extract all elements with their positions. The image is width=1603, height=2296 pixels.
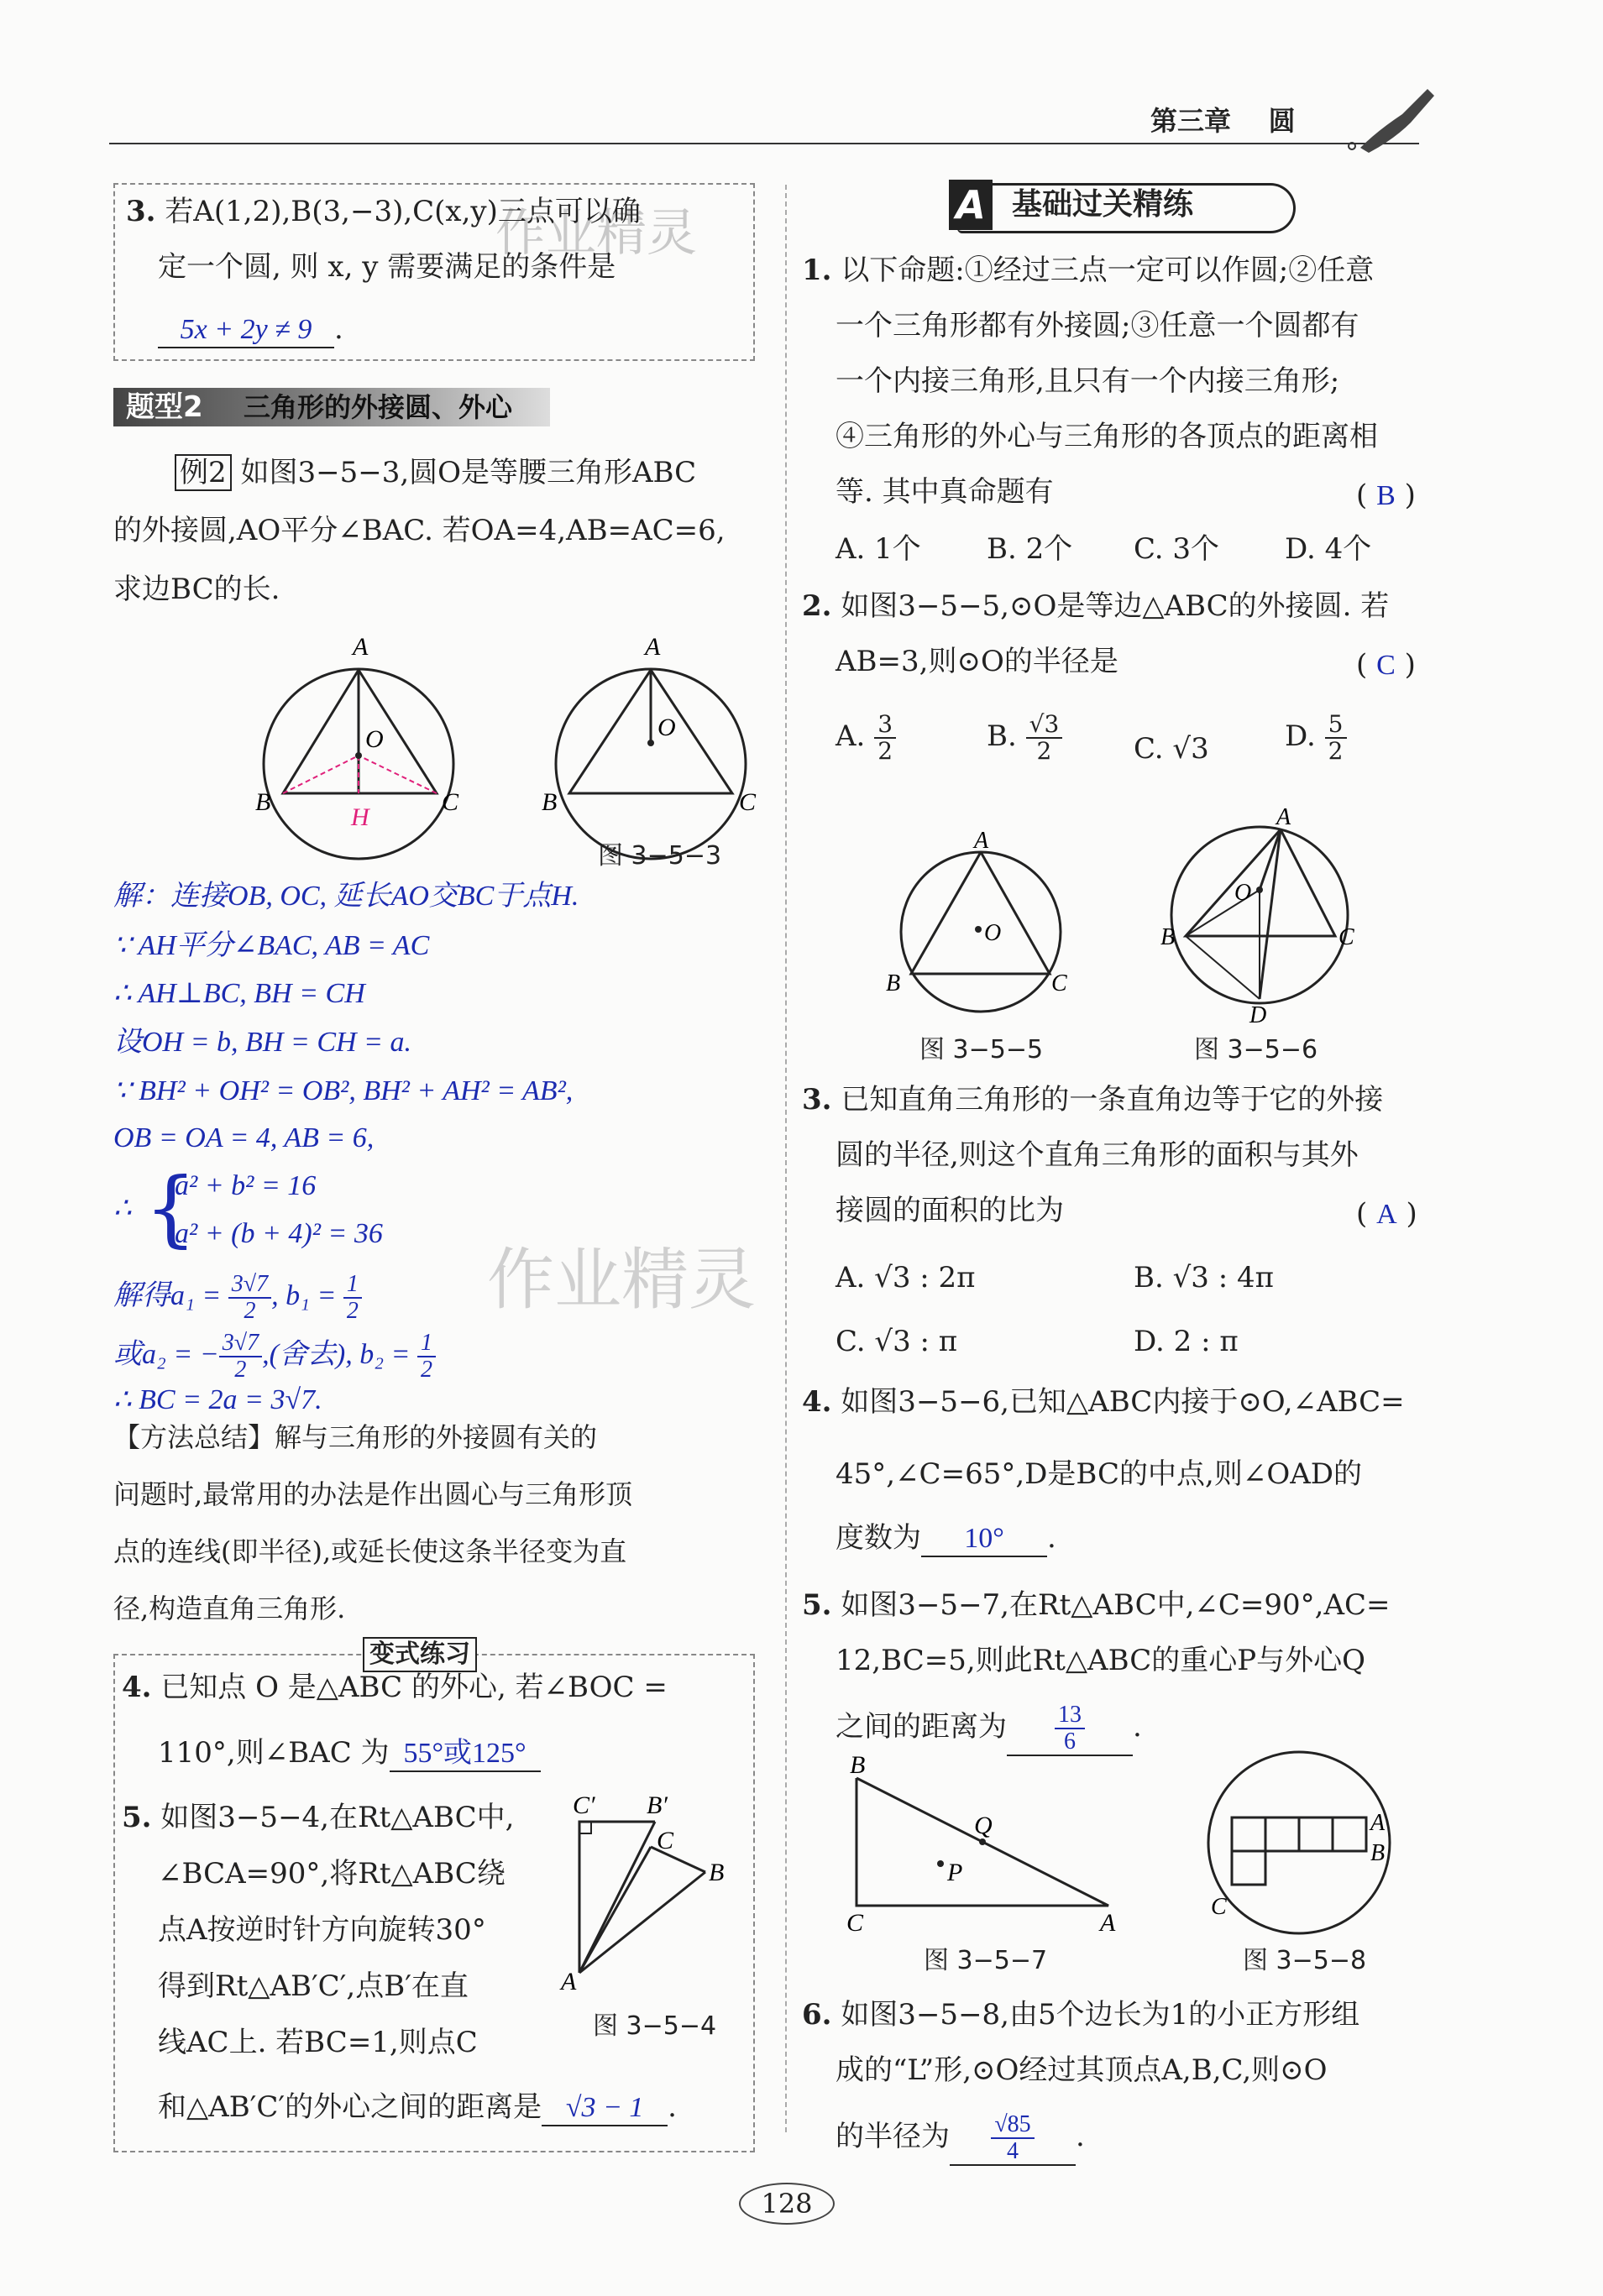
svg-text:C: C: [442, 788, 459, 816]
fig-3-5-5-caption: 图 3−5−5: [919, 1035, 1044, 1064]
example-line2: 的外接圆,AO平分∠BAC. 若OA=4,AB=AC=6,: [113, 514, 726, 547]
solution-line-1: 解：连接OB, OC, 延长AO交BC于点H.: [113, 881, 579, 912]
svg-text:B: B: [255, 788, 271, 816]
solution-line-4: 设OH = b, BH = CH = a.: [113, 1027, 411, 1058]
svg-text:C: C: [1211, 1894, 1227, 1920]
svg-text:D: D: [1249, 1002, 1267, 1024]
figure-3-5-3-solution: [227, 630, 479, 865]
example-line3: 求边BC的长.: [113, 573, 280, 606]
fig-3-5-4-caption: 图 3−5−4: [593, 2011, 717, 2041]
method-line-4: 径,构造直角三角形.: [113, 1593, 346, 1624]
fig-3-5-6-caption: 图 3−5−6: [1194, 1035, 1318, 1064]
right-q6-line1: 6. 如图3−5−8,由5个边长为1的小正方形组: [802, 1998, 1360, 2032]
left-q5-line6: 和△AB′C′的外心之间的距离是 √3 − 1 .: [158, 2090, 677, 2126]
right-section-letter: A: [949, 180, 993, 230]
figure-3-5-3: [529, 630, 781, 865]
svg-text:A: A: [1370, 1810, 1386, 1836]
right-q2-opt-c: C. √3: [1134, 732, 1209, 766]
header-rule: [109, 143, 1419, 144]
fig-3-5-7-caption: 图 3−5−7: [924, 1946, 1048, 1975]
method-line-1: 【方法总结】解与三角形的外接圆有关的: [113, 1421, 598, 1453]
solution-a2: 或a₂ = − $\frac{3√7}{2}$ ,(舍去), b₂ = $\frac{1}{2}$: [113, 1331, 436, 1383]
figure-3-5-5: [873, 827, 1092, 1028]
example-line1: 例2 如图3−5−3,圆O是等腰三角形ABC: [175, 456, 696, 489]
svg-text:A: A: [1100, 1909, 1116, 1937]
right-q4-line2: 45°,∠C=65°,D是BC的中点,则∠OAD的: [836, 1457, 1363, 1491]
right-q3-answer: ( A ): [1356, 1197, 1417, 1231]
svg-text:H: H: [351, 803, 369, 831]
svg-text:A: A: [353, 633, 369, 661]
figure-3-5-7: [840, 1755, 1142, 1939]
solution-line-6: OB = OA = 4, AB = 6,: [113, 1122, 375, 1153]
svg-text:B: B: [1370, 1840, 1386, 1866]
svg-text:C: C: [1051, 970, 1067, 996]
right-q5-line3: 之间的距离为 $\frac{13}{6}$ .: [836, 1702, 1142, 1755]
svg-text:B: B: [1160, 924, 1176, 950]
right-q6-line3: 的半径为 $\frac{√85}{4}$ .: [836, 2111, 1085, 2164]
right-q4-answer: 10°: [921, 1522, 1047, 1557]
left-q3-answer: 5x + 2y ≠ 9: [158, 313, 334, 348]
svg-text:B: B: [542, 788, 558, 816]
left-q5-line1: 5. 如图3−5−4,在Rt△ABC中,: [122, 1801, 515, 1834]
svg-text:C: C: [739, 788, 757, 816]
figure-3-5-4: [554, 1788, 756, 2006]
watermark-top: 作业精灵: [495, 204, 697, 263]
left-q5-answer: √3 − 1: [542, 2091, 668, 2126]
right-q2-line1: 2. 如图3−5−5,⊙O是等边△ABC的外接圆. 若: [802, 589, 1390, 623]
system-prefix: ∴: [113, 1193, 132, 1224]
fig-3-5-8-caption: 图 3−5−8: [1243, 1946, 1367, 1975]
system-eq1: a² + b² = 16: [175, 1170, 317, 1201]
left-q5-line3: 点A按逆时针方向旋转30°: [158, 1913, 486, 1947]
right-q3-opt-c: C. √3 : π: [836, 1325, 958, 1358]
right-q3-line3: 接圆的面积的比为: [836, 1194, 1064, 1227]
right-q4-line3: 度数为 10° .: [836, 1521, 1056, 1557]
variant-label: 变式练习: [363, 1637, 477, 1672]
right-q5-line1: 5. 如图3−5−7,在Rt△ABC中,∠C=90°,AC=: [802, 1588, 1391, 1622]
system-eq2: a² + (b + 4)² = 36: [175, 1218, 383, 1249]
right-q2-line2: AB=3,则⊙O的半径是: [836, 645, 1118, 678]
right-q1-line2: 一个三角形都有外接圆;③任意一个圆都有: [836, 309, 1359, 343]
left-q3-line1: 3. 若A(1,2),B(3,−3),C(x,y)三点可以确: [126, 195, 641, 228]
right-q1-line4: ④三角形的外心与三角形的各顶点的距离相: [836, 420, 1378, 453]
solution-final: ∴ BC = 2a = 3√7.: [113, 1384, 322, 1415]
right-q5-line2: 12,BC=5,则此Rt△ABC的重心P与外心Q: [836, 1644, 1365, 1677]
svg-text:B: B: [886, 970, 901, 996]
right-q3-line2: 圆的半径,则这个直角三角形的面积与其外: [836, 1138, 1359, 1172]
right-q1-opt-a: A. 1个: [836, 532, 921, 566]
right-q3-line1: 3. 已知直角三角形的一条直角边等于它的外接: [802, 1083, 1384, 1117]
system-brace: {: [144, 1161, 197, 1257]
left-q4-line2: 110°,则∠BAC 为 55°或125°: [158, 1736, 541, 1772]
svg-text:Q: Q: [974, 1812, 993, 1839]
chapter-title: 第三章 圆: [1150, 105, 1296, 137]
right-q6-line2: 成的“L”形,⊙O经过其顶点A,B,C,则⊙O: [836, 2053, 1328, 2087]
svg-text:O: O: [657, 714, 676, 741]
right-q1-opt-c: C. 3个: [1134, 532, 1220, 566]
figure-3-5-8: [1201, 1746, 1419, 1939]
solution-line-2: ∵ AH平分∠BAC, AB = AC: [113, 930, 430, 961]
right-q1-opt-b: B. 2个: [987, 532, 1073, 566]
right-q3-opt-a: A. √3 : 2π: [836, 1261, 976, 1294]
svg-text:C: C: [1338, 924, 1354, 950]
right-q1-answer: ( B ): [1356, 479, 1416, 512]
svg-text:B′: B′: [647, 1791, 668, 1819]
left-q5-line2: ∠BCA=90°,将Rt△ABC绕: [158, 1857, 506, 1891]
svg-text:A: A: [974, 828, 989, 854]
svg-text:C: C: [846, 1909, 864, 1937]
section-title: 三角形的外接圆、外心: [244, 391, 513, 423]
solution-line-5: ∵ BH² + OH² = OB², BH² + AH² = AB²,: [113, 1075, 574, 1106]
right-q2-opt-d: D. $\frac{5}{2}$: [1285, 712, 1347, 764]
section-label: 题型2: [126, 390, 203, 424]
left-q5-line4: 得到Rt△AB′C′,点B′在直: [158, 1969, 469, 2003]
method-line-2: 问题时,最常用的办法是作出圆心与三角形顶: [113, 1478, 633, 1510]
svg-text:C: C: [657, 1827, 674, 1854]
left-q5-line5: 线AC上. 若BC=1,则点C: [158, 2026, 478, 2059]
svg-text:A: A: [1276, 806, 1291, 830]
left-q4-line1: 4. 已知点 O 是△ABC 的外心, 若∠BOC =: [122, 1671, 668, 1704]
right-q3-opt-b: B. √3 : 4π: [1134, 1261, 1274, 1294]
left-q3-line2: 定一个圆, 则 x, y 需要满足的条件是: [158, 250, 616, 284]
svg-text:O: O: [365, 725, 384, 753]
example-tag: 例2: [175, 454, 232, 491]
svg-text:B: B: [709, 1859, 725, 1886]
right-q3-opt-d: D. 2 : π: [1134, 1325, 1239, 1358]
right-q1-line1: 1. 以下命题:①经过三点一定可以作圆;②任意: [802, 254, 1375, 287]
right-q4-line1: 4. 如图3−5−6,已知△ABC内接于⊙O,∠ABC=: [802, 1385, 1405, 1419]
svg-text:O: O: [1234, 880, 1252, 906]
watermark-mid: 作业精灵: [487, 1241, 756, 1319]
right-q1-line3: 一个内接三角形,且只有一个内接三角形;: [836, 364, 1340, 398]
svg-text:O: O: [984, 920, 1002, 946]
svg-text:B: B: [850, 1755, 866, 1779]
svg-text:A: A: [561, 1968, 577, 1995]
figure-3-5-6: [1150, 806, 1369, 1024]
right-q2-answer: ( C ): [1356, 648, 1416, 682]
method-line-3: 点的连线(即半径),或延长使这条半径变为直: [113, 1535, 627, 1567]
left-q4-answer: 55°或125°: [390, 1737, 541, 1772]
column-divider: [785, 185, 787, 2132]
right-q1-line5: 等. 其中真命题有: [836, 475, 1054, 509]
svg-text:A: A: [645, 633, 661, 661]
right-q2-opt-b: B. $\frac{√3}{2}$: [987, 712, 1062, 764]
svg-text:P: P: [947, 1859, 963, 1886]
solution-a1: 解得a₁ = $\frac{3√7}{2}$ , b₁ = $\frac{1}{2}$: [113, 1272, 362, 1324]
pen-logo-icon: [1344, 81, 1444, 156]
fig-3-5-3-caption: 图 3−5−3: [598, 841, 722, 871]
page-number: 128: [739, 2183, 835, 2225]
solution-line-3: ∴ AH⊥BC, BH = CH: [113, 978, 365, 1009]
right-q2-opt-a: A. $\frac{3}{2}$: [836, 712, 896, 764]
left-q3-answer-line: 5x + 2y ≠ 9 .: [158, 312, 343, 348]
svg-text:C′: C′: [573, 1791, 595, 1819]
right-q1-opt-d: D. 4个: [1285, 532, 1372, 566]
right-section-title: 基础过关精练: [1012, 187, 1194, 222]
